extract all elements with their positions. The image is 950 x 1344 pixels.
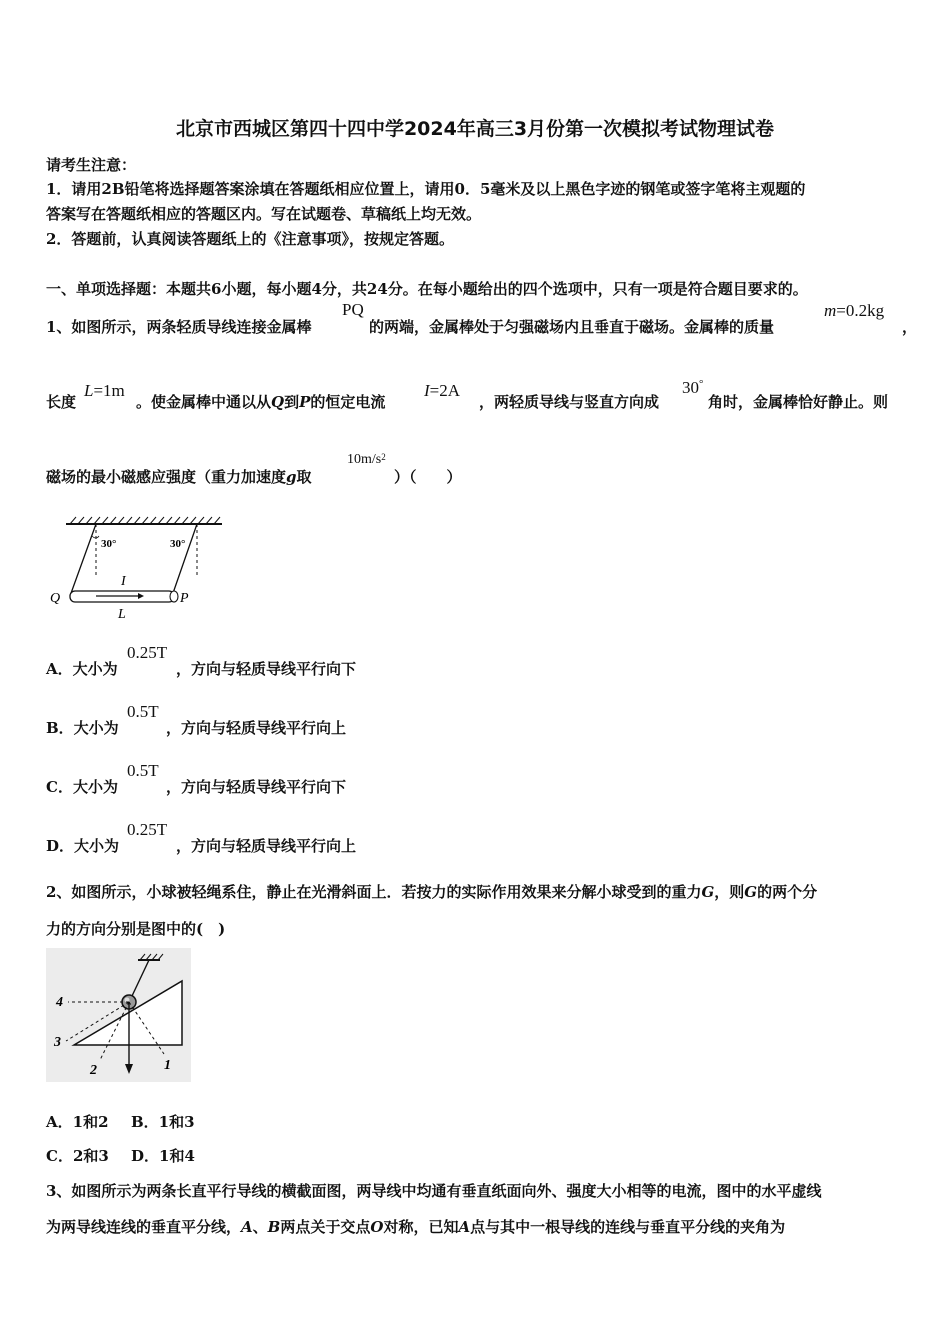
section-heading: 一、单项选择题：本题共6小题，每小题4分，共24分。在每小题给出的四个选项中，只有一项是符合题目要求的。: [46, 280, 808, 298]
length-label: L: [118, 607, 126, 622]
punct: ，: [902, 318, 918, 336]
question-3-text: 3、如图所示为两条长直平行导线的横截面图，两导线中均通有垂直纸面向外、强度大小相等的电流，图中的水平虚线: [46, 1182, 822, 1200]
option-a[interactable]: A．大小为: [46, 660, 118, 678]
question-1-text: 的两端，金属棒处于匀强磁场内且垂直于磁场。金属棒的质量: [369, 318, 775, 336]
option-a[interactable]: A．1和2: [46, 1113, 109, 1131]
question-2-text: 力的方向分别是图中的( ): [46, 920, 226, 938]
left-wire: [70, 524, 96, 596]
direction-label-1: 1: [164, 1058, 171, 1073]
end-label-p: P: [180, 591, 189, 606]
right-wire: [172, 524, 197, 596]
answer-paren: ）（ ）: [394, 468, 462, 486]
question-2-text: 2、如图所示，小球被轻绳系住，静止在光滑斜面上．若按力的实际作用效果来分解小球受到的重力G，则G的两个分: [46, 883, 818, 901]
option-a-value: 0.25T: [127, 643, 168, 662]
notice-heading: 请考生注意：: [46, 156, 137, 174]
page-title: 北京市西城区第四十四中学2024年高三3月份第一次模拟考试物理试卷: [175, 118, 775, 140]
option-d[interactable]: D．1和4: [131, 1147, 195, 1165]
notice-line: 1．请用2B铅笔将选择题答案涂填在答题纸相应位置上，请用0．5毫米及以上黑色字迹的钢笔或签字笔将主观题的: [46, 180, 806, 198]
question-2-figure: [46, 948, 191, 1082]
option-b-value: 0.5T: [127, 702, 159, 721]
math-length: L=1m: [84, 381, 125, 400]
option-a-text: ，方向与轻质导线平行向下: [176, 660, 357, 678]
math-angle: 30°: [682, 378, 704, 397]
question-1-text: 1、如图所示，两条轻质导线连接金属棒: [46, 318, 312, 336]
option-b[interactable]: B．1和3: [131, 1113, 195, 1131]
option-b[interactable]: B．大小为: [46, 719, 119, 737]
option-c-value: 0.5T: [127, 761, 159, 780]
angle-label-right: 30°: [170, 538, 186, 550]
current-label: I: [121, 574, 126, 589]
option-d-text: ，方向与轻质导线平行向上: [176, 837, 357, 855]
notice-line: 2．答题前，认真阅读答题纸上的《注意事项》，按规定答题。: [46, 230, 454, 248]
math-current: I=2A: [424, 381, 461, 400]
question-3-text: 为两导线连线的垂直平分线，A、B两点关于交点O对称，已知A点与其中一根导线的连线与垂直平分线的夹角为: [46, 1218, 786, 1236]
direction-label-3: 3: [54, 1035, 61, 1050]
math-gravity: $10m/s^2$: [347, 452, 386, 467]
math-mass: m=0.2kg: [824, 301, 885, 320]
question-1-text: 角时，金属棒恰好静止。则: [708, 393, 889, 411]
notice-line: 答案写在答题纸相应的答题区内。写在试题卷、草稿纸上均无效。: [46, 205, 482, 223]
option-d[interactable]: D．大小为: [46, 837, 120, 855]
option-c-text: ，方向与轻质导线平行向下: [166, 778, 347, 796]
angle-label-left: 30°: [101, 538, 117, 550]
option-d-value: 0.25T: [127, 820, 168, 839]
question-1-figure: [44, 512, 234, 624]
question-1-text: 磁场的最小磁感应强度（重力加速度g取: [46, 468, 312, 486]
direction-label-4: 4: [56, 995, 63, 1010]
question-1-text: 长度: [46, 393, 77, 411]
option-c[interactable]: C．大小为: [46, 778, 118, 796]
direction-label-2: 2: [90, 1063, 97, 1078]
option-c[interactable]: C．2和3: [46, 1147, 109, 1165]
question-1-text: 。使金属棒中通以从Q到P的恒定电流: [136, 393, 386, 411]
option-b-text: ，方向与轻质导线平行向上: [166, 719, 347, 737]
question-1-text: ，两轻质导线与竖直方向成: [479, 393, 660, 411]
end-label-q: Q: [50, 591, 61, 606]
math-pq: PQ: [342, 300, 364, 319]
